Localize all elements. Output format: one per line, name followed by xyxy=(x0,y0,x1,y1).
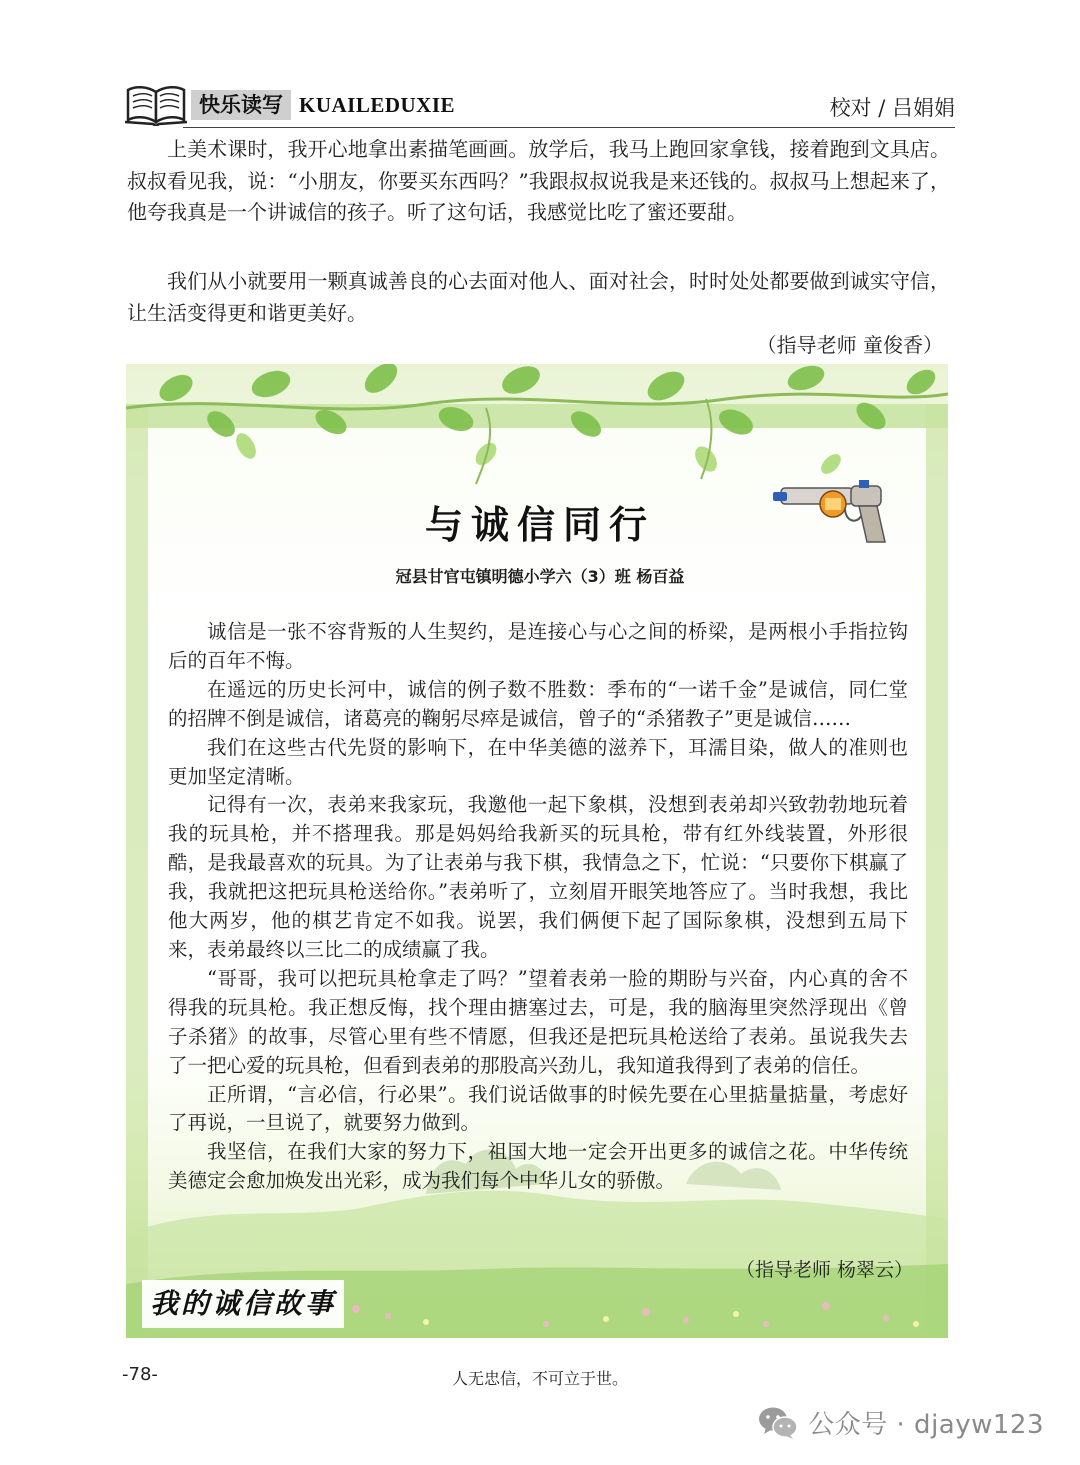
article-paragraph: 我们在这些古代先贤的影响下，在中华美德的滋养下，耳濡目染，做人的准则也更加坚定清晰。 xyxy=(168,735,908,788)
page-number: -78- xyxy=(122,1364,158,1385)
header-rule xyxy=(183,127,955,128)
article-paragraph: 在遥远的历史长河中，诚信的例子数不胜数：季布的“一诺千金”是诚信，同仁堂的招牌不倒是诚信，诸葛亮的鞠躬尽瘁是诚信，曾子的“杀猪教子”更是诚信…… xyxy=(168,677,908,730)
previous-paragraph-2: 我们从小就要用一颗真诚善良的心去面对他人、面对社会，时时处处都要做到诚实守信，让生活变得更和谐更美好。 xyxy=(127,269,950,325)
previous-paragraph-1: 上美术课时，我开心地拿出素描笔画画。放学后，我马上跑回家拿钱，接着跑到文具店。叔叔看见我，说：“小朋友，你要买东西吗？”我跟叔叔说我是来还钱的。叔叔马上想起来了，他夸我真是一个讲诚信的孩子。听了这句话，我感觉比吃了蜜还要甜。 xyxy=(127,137,950,224)
article-paragraph: 诚信是一张不容背叛的人生契约，是连接心与心之间的桥梁，是两根小手指拉钩后的百年不悔。 xyxy=(168,620,908,672)
brand-chinese: 快乐读写 xyxy=(191,90,291,120)
column-name: 我的诚信故事 xyxy=(142,1280,344,1328)
vine-leaves-decoration xyxy=(126,364,948,494)
open-book-icon xyxy=(125,82,187,126)
article-paragraph: 我坚信，在我们大家的努力下，祖国大地一定会开出更多的诚信之花。中华传统美德定会愈加焕发出光彩，成为我们每个中华儿女的骄傲。 xyxy=(168,1140,908,1193)
article-byline: 冠县甘官屯镇明德小学六（3）班 杨百益 xyxy=(395,567,685,586)
wechat-icon xyxy=(758,1406,798,1440)
article-paragraph: “哥哥，我可以把玩具枪拿走了吗？”望着表弟一脸的期盼与兴奋，内心真的舍不得我的玩具枪。我正想反悔，找个理由搪塞过去，可是，我的脑海里突然浮现出《曾子杀猪》的故事，尽管心里有些不情愿，但我还是把玩具枪送给了表弟。虽说我失去了一把心爱的玩具枪，但看到表弟的那股高兴劲儿，我知道我得到了表弟的信任。 xyxy=(168,966,908,1077)
article-paragraph: 记得有一次，表弟来我家玩，我邀他一起下象棋，没想到表弟却兴致勃勃地玩着我的玩具枪，并不搭理我。那是妈妈给我新买的玩具枪，带有红外线装置，外形很酷，是我最喜欢的玩具。为了让表弟与我下棋，我情急之下，忙说：“只要你下棋赢了我，我就把这把玩具枪送给你。”表弟听了，立刻眉开眼笑地答应了。当时我想，我比他大两岁，他的棋艺肯定不如我。说罢，我们俩便下起了国际象棋，没想到五局下来，表弟最终以三比二的成绩赢了我。 xyxy=(168,793,908,961)
proofreader: 校对 / 吕娟娟 xyxy=(829,96,955,120)
page-motto: 人无忠信，不可立于世。 xyxy=(451,1369,628,1388)
previous-signature: （指导老师 童俊香） xyxy=(756,333,943,357)
article-paragraph: 正所谓，“言必信，行必果”。我们说话做事的时候先要在心里掂量掂量，考虑好了再说，一旦说了，就要努力做到。 xyxy=(168,1082,908,1135)
brand xyxy=(191,90,455,120)
watermark-text: 公众号 · djayw123 xyxy=(808,1410,1044,1440)
article-signature: （指导老师 杨翠云） xyxy=(735,1259,913,1281)
watermark xyxy=(758,1404,1044,1441)
article-title: 与诚信同行 xyxy=(424,503,655,547)
brand-pinyin: KUAILEDUXIE xyxy=(299,92,456,117)
page-header xyxy=(125,78,955,130)
article-body xyxy=(168,618,908,1196)
